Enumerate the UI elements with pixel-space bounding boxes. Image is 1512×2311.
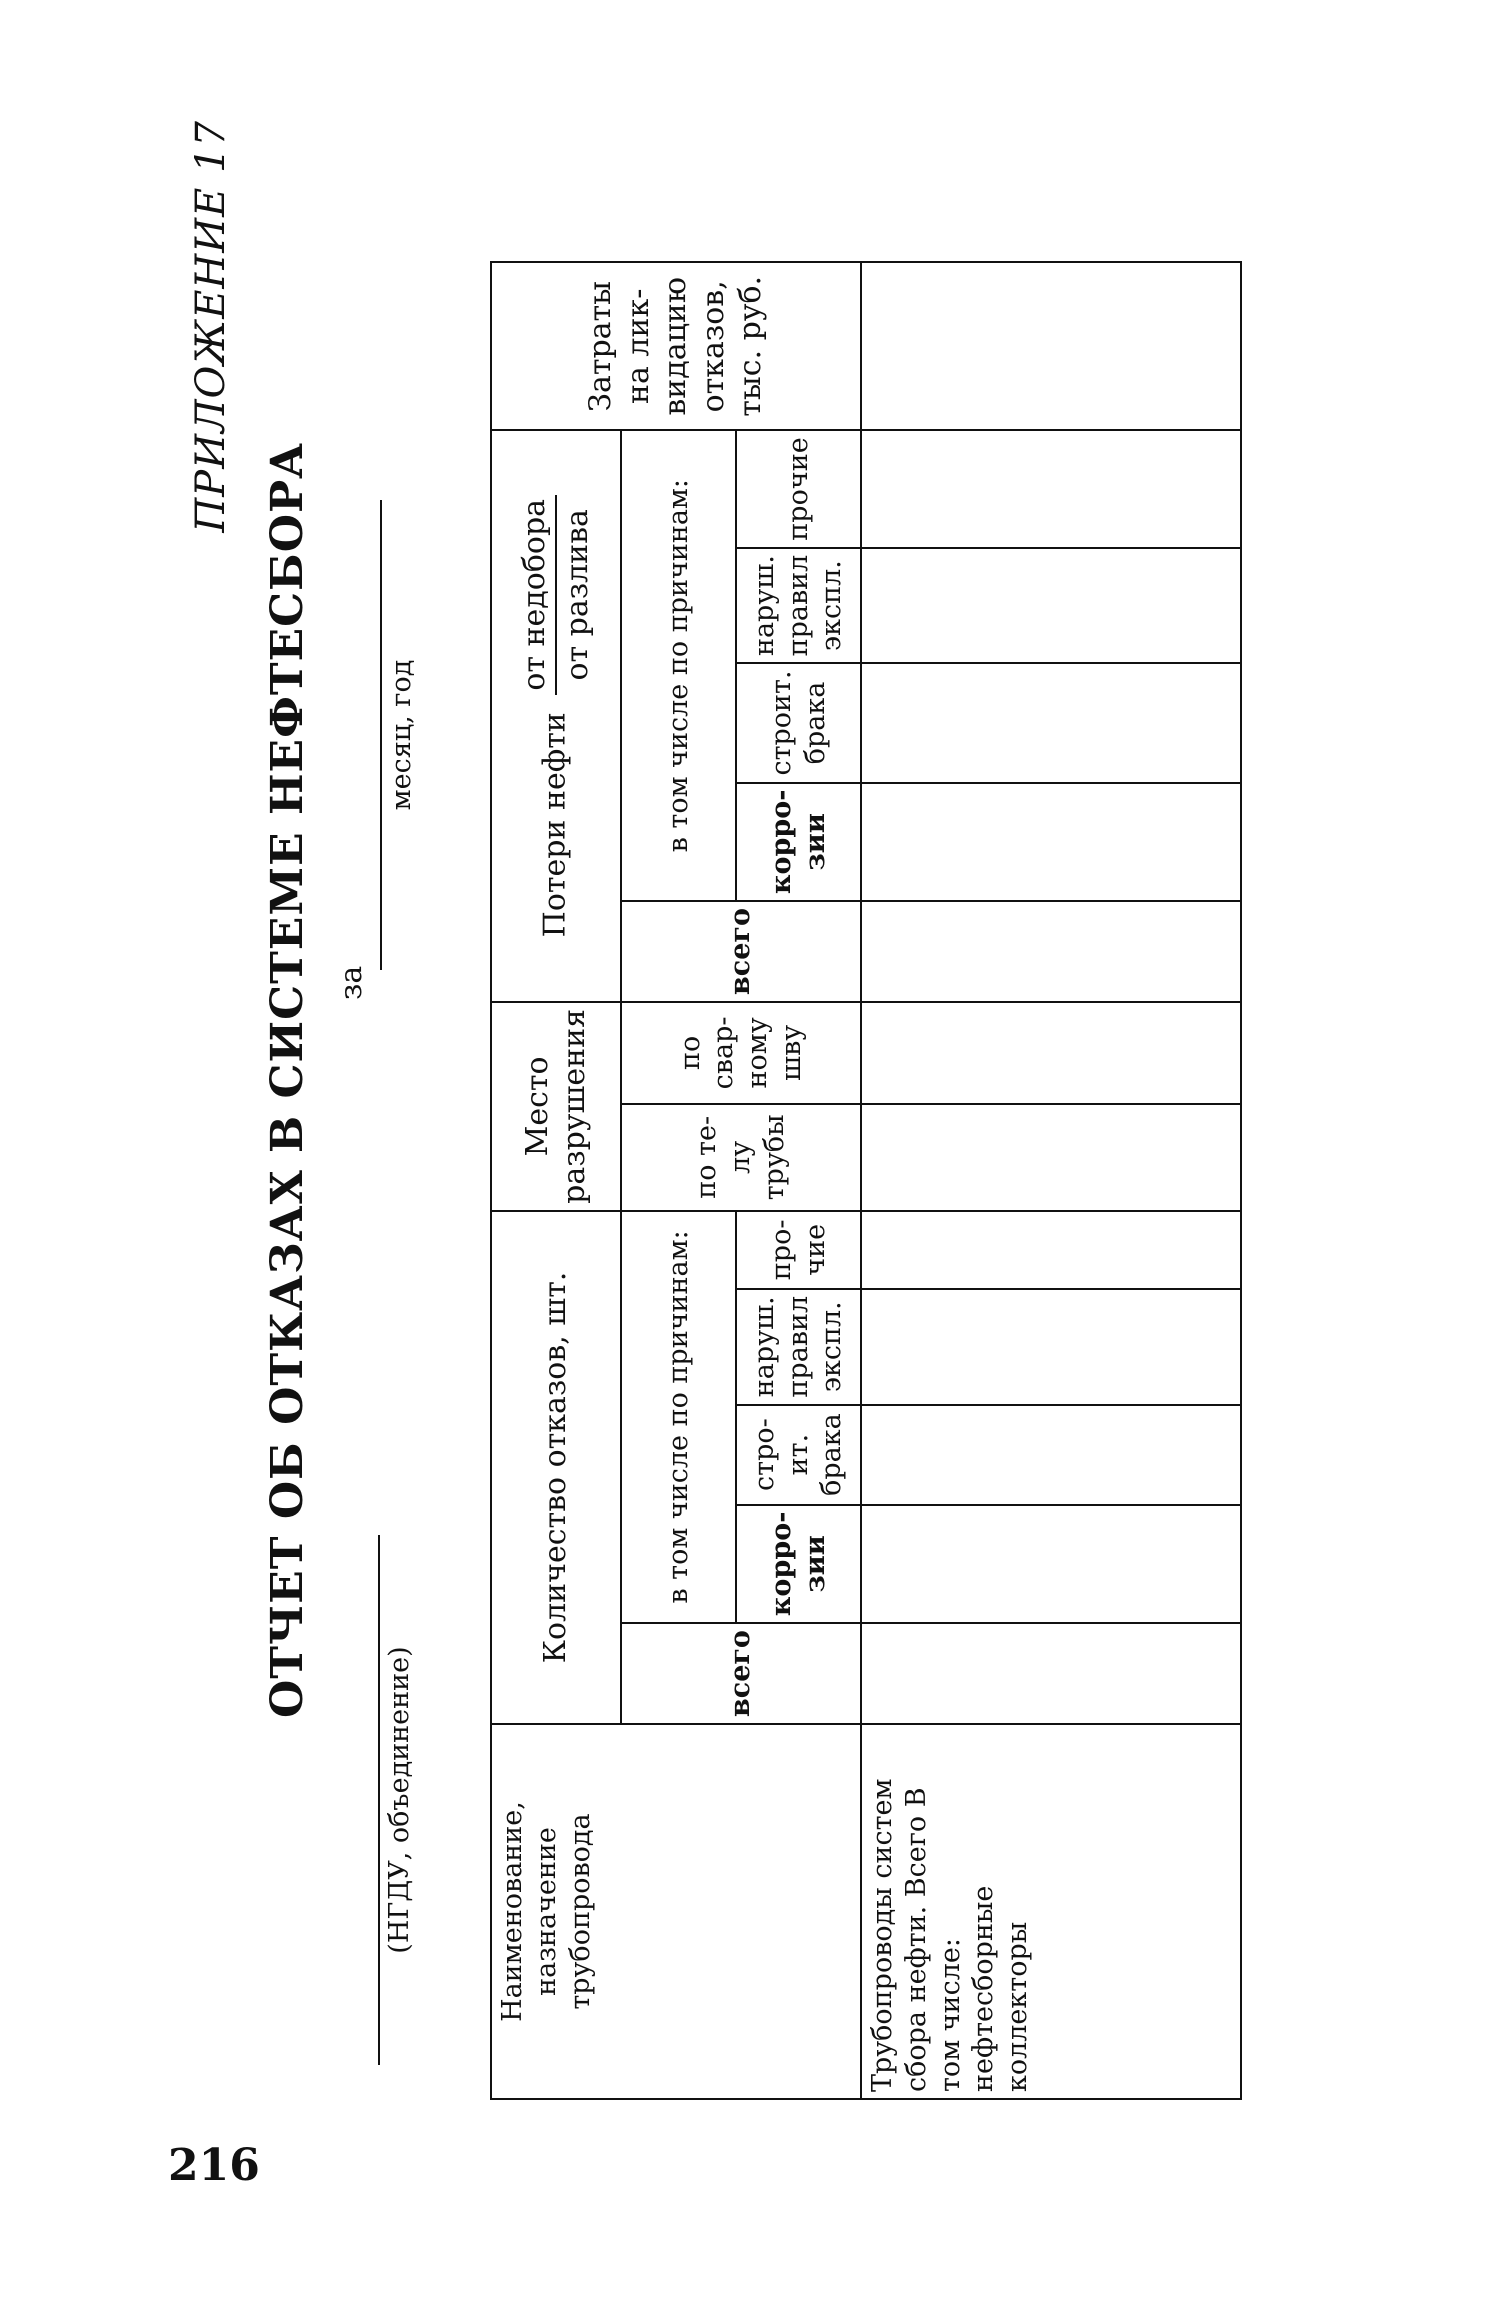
table-cell [861,1623,1241,1724]
period-caption: месяц, год [386,659,417,811]
table-cell [861,1211,1241,1289]
page-number: 216 [168,2140,260,2191]
org-caption: (НГДУ, объединение) [384,1646,415,1954]
table-cell [861,1505,1241,1623]
losses-operation-violation: наруш. правил экспл. [736,548,861,664]
table-cell [861,548,1241,664]
table-cell [861,262,1241,430]
document-title: ОТЧЕТ ОБ ОТКАЗАХ В СИСТЕМЕ НЕФТЕСБОРА [262,442,313,1719]
table-cell [861,430,1241,547]
period-prefix: за [334,965,369,1000]
header-name: Наименование, назначение трубопровода [491,1724,861,2099]
table-cell [861,663,1241,782]
table-row [861,262,1241,2099]
losses-construction-defect: строит. брака [736,663,861,782]
location-weld: по свар-ному шву [621,1002,861,1104]
losses-total: всего [621,901,861,1002]
losses-including: в том числе по причинам: [621,430,736,901]
header-losses: Потери нефти от недобора от разлива [491,430,621,1002]
table-cell [861,1104,1241,1211]
failures-including: в том числе по причинам: [621,1211,736,1623]
failures-total: всего [621,1623,861,1724]
table-cell [861,783,1241,901]
location-pipe-body: по те-лу трубы [621,1104,861,1211]
appendix-label: ПРИЛОЖЕНИЕ 17 [188,120,234,533]
period-field [334,480,430,1000]
table-cell [861,1289,1241,1405]
header-costs: Затраты на лик-видацию отказов, тыс. руб. [491,262,861,430]
table-cell [861,1405,1241,1505]
header-row-1 [491,262,621,2099]
failures-other: про-чие [736,1211,861,1289]
losses-other: прочие [736,430,861,547]
failures-corrosion: корро-зии [736,1505,861,1623]
losses-corrosion: корро-зии [736,783,861,901]
losses-fraction: от недобора от разлива [516,495,597,695]
header-failures: Количество отказов, шт. [491,1211,621,1724]
row-label: Трубопроводы систем сбора нефти. Всего В том числе: нефтесборные коллекторы [861,1724,1241,2099]
period-line [380,500,382,970]
failures-construction-defect: стро-ит. брака [736,1405,861,1505]
failures-report-table [490,261,1242,2100]
table-cell [861,901,1241,1002]
org-field [378,1535,415,2065]
failures-operation-violation: наруш. правил экспл. [736,1289,861,1405]
header-location: Место разрушения [491,1002,621,1211]
table-cell [861,1002,1241,1104]
